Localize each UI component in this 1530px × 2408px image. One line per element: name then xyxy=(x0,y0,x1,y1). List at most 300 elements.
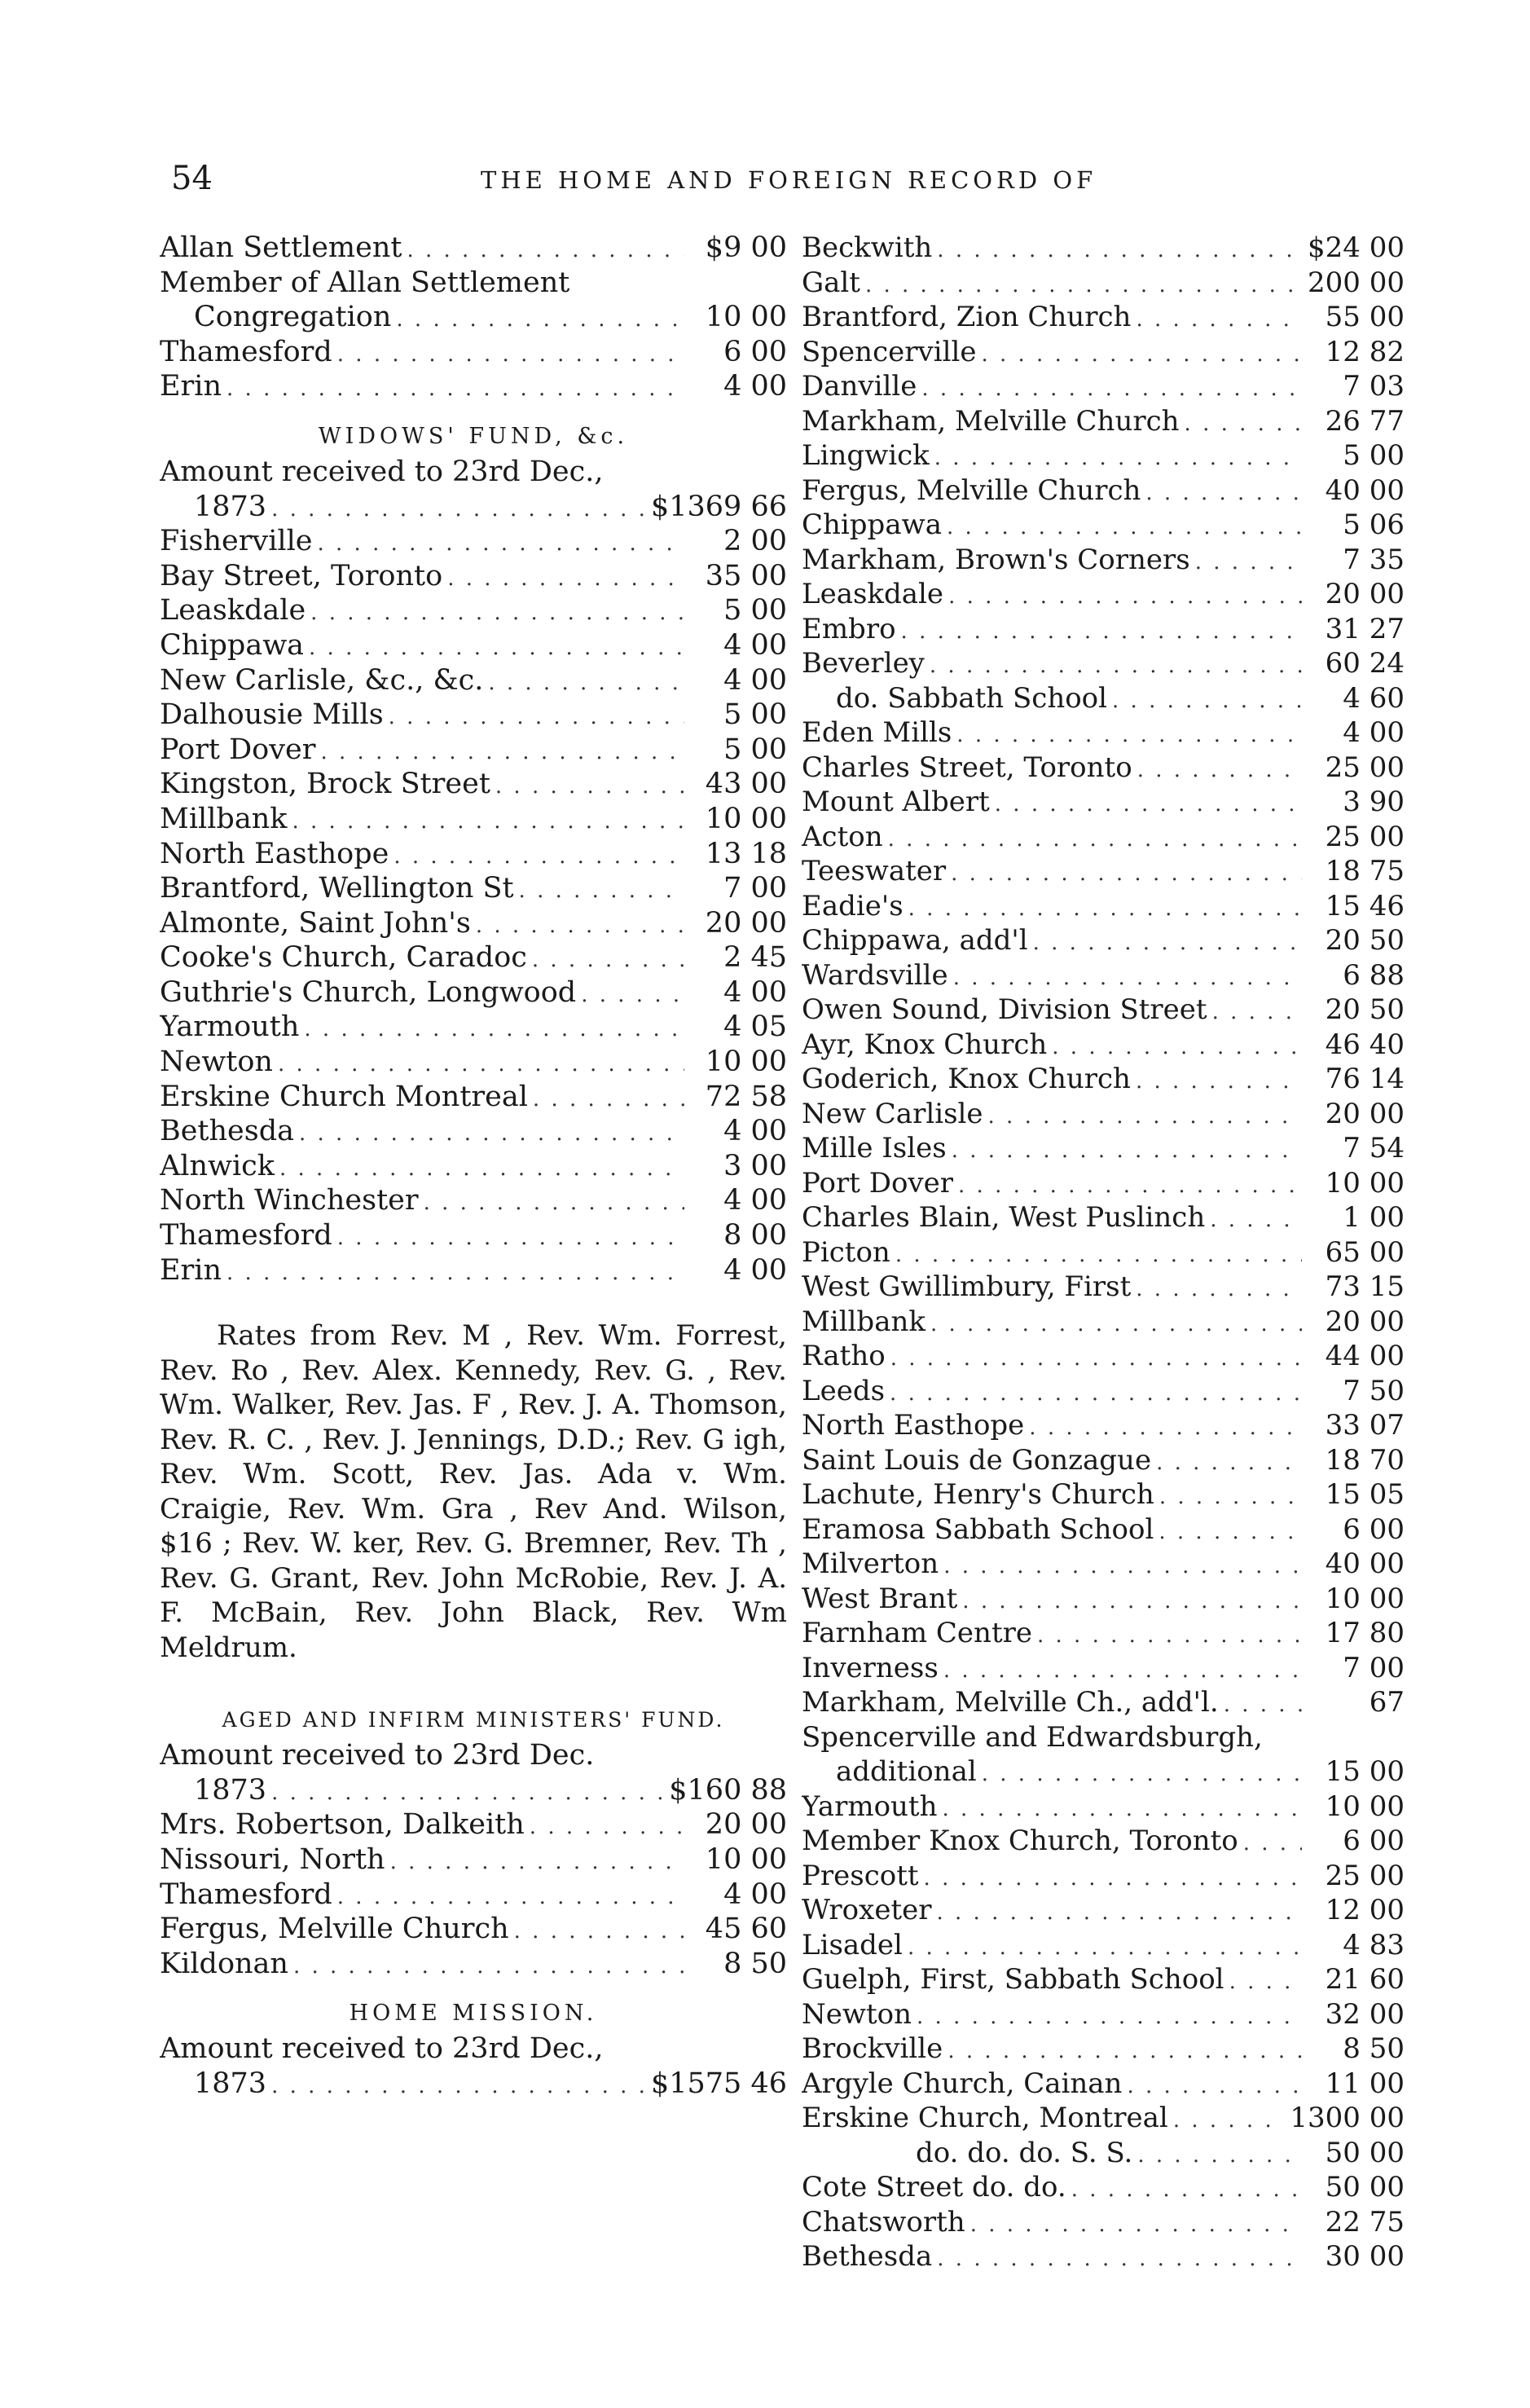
contribution-row xyxy=(802,1928,1405,1963)
leader-dots xyxy=(890,1376,1302,1409)
leader-dots xyxy=(1145,476,1302,508)
contribution-amount: 6 00 xyxy=(1343,1825,1405,1857)
contribution-amount: 72 58 xyxy=(705,1080,787,1113)
contribution-row xyxy=(160,1149,787,1184)
leader-dots xyxy=(278,1047,684,1080)
leader-dots xyxy=(947,2034,1302,2067)
contribution-amount: 4 00 xyxy=(723,1184,787,1217)
contribution-label: Erin xyxy=(160,370,222,403)
contribution-label: Markham, Melville Ch., add'l. xyxy=(802,1686,1219,1719)
leader-dots xyxy=(293,1949,684,1982)
leader-dots xyxy=(943,1653,1302,1686)
contribution-row xyxy=(160,593,787,628)
contribution-label: Picton xyxy=(802,1235,890,1269)
contribution-row xyxy=(802,1616,1405,1651)
leader-dots xyxy=(292,804,684,837)
contribution-label: Millbank xyxy=(802,1305,925,1338)
contribution-row xyxy=(160,698,787,733)
contribution-row xyxy=(160,1842,787,1878)
contribution-row xyxy=(802,1893,1405,1928)
contribution-label: Beverley xyxy=(802,647,925,680)
contribution-row xyxy=(802,2170,1405,2205)
contribution-amount: 10 00 xyxy=(1325,1582,1405,1615)
contribution-row xyxy=(802,1512,1405,1547)
leader-dots xyxy=(299,1116,684,1149)
contribution-label: Charles Street, Toronto xyxy=(802,751,1132,784)
contribution-label: West Gwillimbury, First xyxy=(802,1270,1132,1303)
contribution-label: Milverton xyxy=(802,1547,939,1580)
leader-dots xyxy=(948,579,1302,612)
leader-dots xyxy=(908,891,1302,924)
leader-dots xyxy=(943,1549,1302,1582)
contribution-amount: 67 xyxy=(1369,1686,1405,1719)
contribution-label: Beckwith xyxy=(802,231,933,264)
leader-dots xyxy=(958,1169,1302,1201)
leader-dots xyxy=(271,1776,664,1808)
leader-dots xyxy=(488,666,684,698)
contribution-amount: 13 18 xyxy=(705,837,787,870)
contribution-label: Amount received to 23rd Dec., xyxy=(160,2032,604,2066)
contribution-label: Prescott xyxy=(802,1859,919,1892)
leader-dots xyxy=(1156,1446,1302,1478)
contribution-label: Port Dover xyxy=(802,1166,954,1200)
contribution-amount: 4 00 xyxy=(1343,716,1405,749)
widows-fund-list xyxy=(160,455,787,1288)
contribution-label: Yarmouth xyxy=(802,1789,938,1823)
leader-dots xyxy=(279,1151,684,1184)
contribution-row xyxy=(802,404,1405,439)
contribution-amount: 20 00 xyxy=(705,1808,787,1842)
leader-dots xyxy=(530,1810,684,1842)
contribution-label: Erin xyxy=(160,1253,222,1287)
contribution-amount: 30 00 xyxy=(1325,2240,1405,2273)
contribution-label: Leeds xyxy=(802,1374,886,1407)
contribution-row xyxy=(160,1253,787,1288)
contribution-row xyxy=(802,1824,1405,1859)
contribution-amount: 8 00 xyxy=(723,1219,787,1252)
contribution-row xyxy=(160,369,787,404)
contribution-row xyxy=(160,300,787,335)
leader-dots xyxy=(476,909,684,941)
aged-fund-list xyxy=(160,1738,787,1981)
contribution-amount: 25 00 xyxy=(1325,1859,1405,1892)
leader-dots xyxy=(962,1584,1302,1617)
contribution-row xyxy=(802,1477,1405,1512)
leader-dots xyxy=(890,1341,1302,1374)
contribution-label: Chippawa xyxy=(802,508,942,541)
contribution-label: Member of Allan Settlement xyxy=(160,266,570,299)
leader-dots xyxy=(1158,1515,1302,1547)
contribution-label: Spencerville and Edwardsburgh, xyxy=(802,1720,1263,1754)
contribution-row xyxy=(160,524,787,559)
contribution-label: North Easthope xyxy=(160,837,389,870)
contribution-row xyxy=(802,2205,1405,2240)
contribution-row xyxy=(160,906,787,941)
contribution-amount: 20 50 xyxy=(1325,993,1405,1026)
contribution-amount: 4 00 xyxy=(723,1115,787,1148)
contribution-row xyxy=(802,2067,1405,2102)
contribution-label: Eramosa Sabbath School xyxy=(802,1512,1154,1546)
contribution-amount: 7 35 xyxy=(1343,543,1405,576)
contribution-amount: 20 50 xyxy=(1325,924,1405,957)
contribution-label: Newton xyxy=(160,1046,273,1079)
contribution-label: Mille Isles xyxy=(802,1132,947,1164)
contribution-amount: 8 50 xyxy=(1343,2032,1405,2065)
contribution-label: Brantford, Wellington St xyxy=(160,872,514,905)
contribution-row xyxy=(802,1166,1405,1201)
contribution-amount: 15 46 xyxy=(1325,889,1405,922)
contribution-row xyxy=(802,1443,1405,1478)
contribution-row xyxy=(802,785,1405,820)
contribution-label: Embro xyxy=(802,612,896,645)
contribution-amount: 60 24 xyxy=(1325,647,1405,680)
contribution-row xyxy=(802,1339,1405,1374)
contribution-row xyxy=(802,1097,1405,1132)
contribution-label: Newton xyxy=(802,1997,912,2031)
contribution-label: Markham, Melville Church xyxy=(802,404,1180,438)
contribution-row xyxy=(160,628,787,663)
contribution-label: Bethesda xyxy=(802,2240,933,2273)
contribution-label: Goderich, Knox Church xyxy=(802,1063,1131,1095)
contribution-amount: 5 00 xyxy=(1343,439,1405,472)
contribution-amount: 3 00 xyxy=(723,1149,787,1182)
leader-dots xyxy=(514,1914,684,1947)
contribution-row xyxy=(802,1028,1405,1063)
contribution-row xyxy=(802,1235,1405,1270)
leader-dots xyxy=(304,1012,684,1045)
leader-dots xyxy=(1029,1411,1302,1443)
contribution-label: Acton xyxy=(802,820,883,853)
contribution-label: Erskine Church, Montreal xyxy=(802,2102,1168,2134)
leader-dots xyxy=(337,1221,684,1253)
contribution-label: Eden Mills xyxy=(802,716,952,749)
leader-dots xyxy=(226,1256,684,1288)
contribution-amount: 21 60 xyxy=(1325,1963,1405,1996)
left-column xyxy=(160,231,787,2102)
leader-dots xyxy=(310,596,684,628)
leader-dots xyxy=(533,1082,684,1115)
contribution-row xyxy=(160,767,787,802)
contribution-row xyxy=(160,1878,787,1913)
contribution-row xyxy=(160,1114,787,1149)
contribution-row xyxy=(160,1912,787,1947)
contribution-label: Eadie's xyxy=(802,889,903,922)
contribution-label: West Brant xyxy=(802,1582,958,1615)
contribution-amount: 10 00 xyxy=(705,1843,787,1876)
contribution-label: Dalhousie Mills xyxy=(160,698,384,732)
right-column xyxy=(802,231,1405,2274)
leader-dots xyxy=(924,1861,1302,1894)
right-contribution-list xyxy=(802,231,1405,2274)
contribution-label: Leaskdale xyxy=(160,594,306,627)
contribution-label: Millbank xyxy=(160,802,288,835)
contribution-label: Guthrie's Church, Longwood xyxy=(160,975,577,1009)
contribution-label: Congregation xyxy=(194,301,392,334)
contribution-amount: 25 00 xyxy=(1325,751,1405,784)
contribution-row xyxy=(160,335,787,370)
running-head: THE HOME AND FOREIGN RECORD OF xyxy=(481,166,1097,194)
leader-dots xyxy=(1136,302,1302,335)
contribution-row xyxy=(802,820,1405,855)
home-mission-heading: HOME MISSION. xyxy=(349,2001,598,2027)
leader-dots xyxy=(1210,1203,1302,1235)
aged-infirm-fund-heading: AGED AND INFIRM MINISTERS' FUND. xyxy=(222,1708,725,1732)
contribution-row xyxy=(802,1859,1405,1894)
contribution-amount: 200 00 xyxy=(1308,266,1405,299)
rates-paragraph: Rates from Rev. M , Rev. Wm. Forrest, Rev. Ro , Rev. Alex. Kennedy, Rev. G. , Rev. Wm. Walker, Rev. Jas. F , Rev. J. A. Thomson, Rev. R. C. , Rev. J. Jennings, D.D.; Rev. G igh, Rev. Wm. Scott, Rev. Jas. Ada v. Wm. Craigie, Rev. Wm. Gra , Rev And. Wilson, $16 ; Rev. W. ker, Rev. G. Bremner, Rev. Th , Rev. G. Grant, Rev. John McRobie, Rev. J. A. F. McBain, Rev. John Black, Rev. Wm Meldrum. xyxy=(160,1319,787,1664)
contribution-row xyxy=(160,1183,787,1218)
leader-dots xyxy=(495,769,684,802)
contribution-label: Erskine Church Montreal xyxy=(160,1080,528,1113)
contribution-amount: 76 14 xyxy=(1325,1063,1405,1095)
contribution-label: Thamesford xyxy=(160,1219,332,1252)
leader-dots xyxy=(1071,2172,1302,2205)
contribution-row xyxy=(160,1773,787,1808)
contribution-amount: 4 00 xyxy=(723,1253,787,1287)
contribution-label: Allan Settlement xyxy=(160,231,402,264)
contribution-label: Yarmouth xyxy=(160,1010,300,1044)
contribution-row xyxy=(802,1062,1405,1097)
contribution-label: Mrs. Robertson, Dalkeith xyxy=(160,1808,525,1842)
contribution-amount: 35 00 xyxy=(705,559,787,592)
contribution-amount: 20 00 xyxy=(1325,578,1405,610)
contribution-row xyxy=(802,335,1405,370)
contribution-row xyxy=(802,681,1405,716)
contribution-amount: 8 50 xyxy=(723,1947,787,1980)
leader-dots xyxy=(930,649,1302,681)
contribution-amount: $24 00 xyxy=(1308,231,1405,264)
contribution-amount: 73 15 xyxy=(1325,1270,1405,1303)
contribution-row xyxy=(802,1408,1405,1443)
contribution-label: Amount received to 23rd Dec. xyxy=(160,1739,595,1772)
left-top-list xyxy=(160,231,787,404)
contribution-amount: 5 00 xyxy=(723,733,787,766)
contribution-amount: $9 00 xyxy=(705,231,787,264)
leader-dots xyxy=(937,233,1302,266)
contribution-amount: 4 00 xyxy=(723,628,787,662)
contribution-label: Farnham Centre xyxy=(802,1617,1032,1649)
leader-dots xyxy=(865,268,1302,301)
contribution-amount: 3 90 xyxy=(1343,786,1405,818)
contribution-amount: 2 45 xyxy=(723,941,787,975)
contribution-label: Kildonan xyxy=(160,1947,288,1980)
contribution-amount: 15 00 xyxy=(1325,1755,1405,1788)
contribution-row xyxy=(802,300,1405,335)
contribution-row xyxy=(802,854,1405,889)
leader-dots xyxy=(407,233,684,266)
contribution-amount: 44 00 xyxy=(1325,1340,1405,1372)
contribution-amount: 6 00 xyxy=(1343,1512,1405,1546)
contribution-label: Wardsville xyxy=(802,958,948,992)
contribution-row xyxy=(802,369,1405,404)
leader-dots xyxy=(1212,995,1302,1028)
home-mission-list xyxy=(160,2032,787,2101)
contribution-amount: $1369 66 xyxy=(650,490,787,523)
contribution-label: Fergus, Melville Church xyxy=(802,473,1141,507)
contribution-label: Danville xyxy=(802,370,917,403)
leader-dots xyxy=(930,1307,1302,1340)
leader-dots xyxy=(1137,2138,1302,2171)
leader-dots xyxy=(1033,926,1302,958)
leader-dots xyxy=(970,2208,1302,2240)
contribution-row xyxy=(802,1131,1405,1166)
contribution-row xyxy=(160,231,787,266)
contribution-row xyxy=(802,923,1405,958)
contribution-row xyxy=(160,837,787,872)
contribution-label: Thamesford xyxy=(160,335,332,368)
contribution-row xyxy=(802,993,1405,1028)
widows-fund-heading: WIDOWS' FUND, &c. xyxy=(318,423,629,449)
leader-dots xyxy=(318,526,685,559)
leader-dots xyxy=(320,735,684,768)
page-number: 54 xyxy=(171,160,213,197)
contribution-amount: 20 00 xyxy=(1325,1097,1405,1130)
contribution-row xyxy=(802,1720,1405,1755)
leader-dots xyxy=(888,822,1302,855)
contribution-amount: 4 60 xyxy=(1343,681,1405,715)
leader-dots xyxy=(226,372,684,404)
leader-dots xyxy=(1112,684,1302,716)
contribution-amount: 17 80 xyxy=(1325,1617,1405,1649)
leader-dots xyxy=(389,700,684,733)
contribution-row xyxy=(160,1807,787,1842)
contribution-row xyxy=(802,1547,1405,1582)
leader-dots xyxy=(901,614,1302,647)
contribution-amount: 46 40 xyxy=(1325,1028,1405,1061)
contribution-label: Almonte, Saint John's xyxy=(160,906,471,940)
leader-dots xyxy=(951,856,1302,889)
leader-dots xyxy=(396,302,684,335)
contribution-row xyxy=(802,751,1405,786)
contribution-label: 1873 xyxy=(194,2067,267,2100)
contribution-label: Nissouri, North xyxy=(160,1843,385,1876)
contribution-label: Chippawa xyxy=(160,628,305,662)
contribution-amount: 5 00 xyxy=(723,594,787,627)
contribution-label: Owen Sound, Division Street xyxy=(802,993,1207,1026)
leader-dots xyxy=(447,561,684,594)
contribution-row xyxy=(802,2101,1405,2136)
contribution-amount: 7 00 xyxy=(1343,1651,1405,1684)
leader-dots xyxy=(519,874,684,906)
leader-dots xyxy=(937,2242,1302,2274)
leader-dots xyxy=(393,839,684,872)
contribution-amount: 2 00 xyxy=(723,525,787,558)
contribution-row xyxy=(802,473,1405,508)
contribution-label: North Winchester xyxy=(160,1184,419,1217)
contribution-row xyxy=(160,1045,787,1080)
contribution-amount: 45 60 xyxy=(705,1913,787,1946)
leader-dots xyxy=(936,1895,1302,1928)
contribution-label: Brockville xyxy=(802,2032,943,2065)
contribution-label: Fisherville xyxy=(160,525,313,558)
contribution-row xyxy=(802,646,1405,681)
contribution-label: Kingston, Brock Street xyxy=(160,768,490,801)
contribution-amount: 20 00 xyxy=(1325,1305,1405,1338)
contribution-amount: 65 00 xyxy=(1325,1235,1405,1269)
contribution-amount: 5 00 xyxy=(723,698,787,732)
leader-dots xyxy=(953,961,1302,993)
contribution-row xyxy=(160,490,787,525)
leader-dots xyxy=(309,631,684,663)
contribution-amount: 7 54 xyxy=(1343,1132,1405,1164)
contribution-row xyxy=(160,940,787,975)
leader-dots xyxy=(1185,407,1302,439)
contribution-row xyxy=(160,1218,787,1253)
contribution-amount: 25 00 xyxy=(1325,820,1405,853)
contribution-row xyxy=(802,1685,1405,1720)
contribution-row xyxy=(802,2239,1405,2274)
leader-dots xyxy=(1224,1688,1302,1720)
contribution-label: Teeswater xyxy=(802,855,947,887)
contribution-row xyxy=(802,958,1405,993)
contribution-amount: 18 70 xyxy=(1325,1443,1405,1477)
contribution-amount: 4 00 xyxy=(723,663,787,697)
contribution-amount: 10 00 xyxy=(705,802,787,835)
leader-dots xyxy=(1229,1965,1302,1997)
leader-dots xyxy=(934,441,1302,473)
contribution-label: do. Sabbath School xyxy=(836,681,1108,715)
contribution-row xyxy=(160,2032,787,2067)
contribution-row xyxy=(160,1738,787,1773)
contribution-label: Galt xyxy=(802,266,860,299)
leader-dots xyxy=(1052,1030,1302,1063)
contribution-row xyxy=(802,577,1405,612)
leader-dots xyxy=(532,943,684,975)
contribution-amount: 12 82 xyxy=(1325,335,1405,368)
contribution-amount: 10 00 xyxy=(705,1046,787,1079)
contribution-label: Thamesford xyxy=(160,1878,332,1911)
contribution-amount: 15 05 xyxy=(1325,1478,1405,1511)
leader-dots xyxy=(271,492,646,525)
contribution-amount: 31 27 xyxy=(1325,612,1405,645)
contribution-row xyxy=(160,1947,787,1982)
contribution-label: Markham, Brown's Corners xyxy=(802,543,1190,576)
leader-dots xyxy=(952,1134,1302,1166)
leader-dots xyxy=(921,372,1302,404)
leader-dots xyxy=(390,1845,684,1878)
contribution-label: Lisadel xyxy=(802,1928,903,1961)
contribution-amount: 40 00 xyxy=(1325,473,1405,507)
contribution-amount: $1575 46 xyxy=(650,2067,787,2100)
contribution-label: 1873 xyxy=(194,490,267,523)
leader-dots xyxy=(337,337,684,370)
contribution-row xyxy=(802,1305,1405,1340)
contribution-amount: 4 00 xyxy=(723,370,787,403)
leader-dots xyxy=(424,1186,684,1218)
contribution-label: New Carlisle, &c., &c. xyxy=(160,663,484,697)
contribution-label: Charles Blain, West Puslinch xyxy=(802,1201,1206,1234)
contribution-amount: 7 00 xyxy=(723,872,787,905)
leader-dots xyxy=(271,2069,646,2102)
contribution-amount: 26 77 xyxy=(1325,404,1405,438)
contribution-row xyxy=(802,1962,1405,1997)
contribution-label: Wroxeter xyxy=(802,1894,932,1926)
leader-dots xyxy=(943,1792,1303,1825)
contribution-amount: 4 00 xyxy=(723,1878,787,1911)
contribution-row xyxy=(802,266,1405,301)
contribution-label: Cote Street do. do. xyxy=(802,2171,1066,2203)
contribution-row xyxy=(160,802,787,837)
contribution-amount: $160 88 xyxy=(669,1773,787,1807)
contribution-label: Leaskdale xyxy=(802,578,944,610)
contribution-label: Port Dover xyxy=(160,733,316,766)
leader-dots xyxy=(895,1238,1302,1270)
leader-dots xyxy=(988,1099,1302,1132)
leader-dots xyxy=(1137,753,1302,786)
contribution-label: Argyle Church, Cainan xyxy=(802,2067,1123,2100)
contribution-label: Chippawa, add'l xyxy=(802,924,1028,957)
leader-dots xyxy=(1127,2069,1302,2102)
